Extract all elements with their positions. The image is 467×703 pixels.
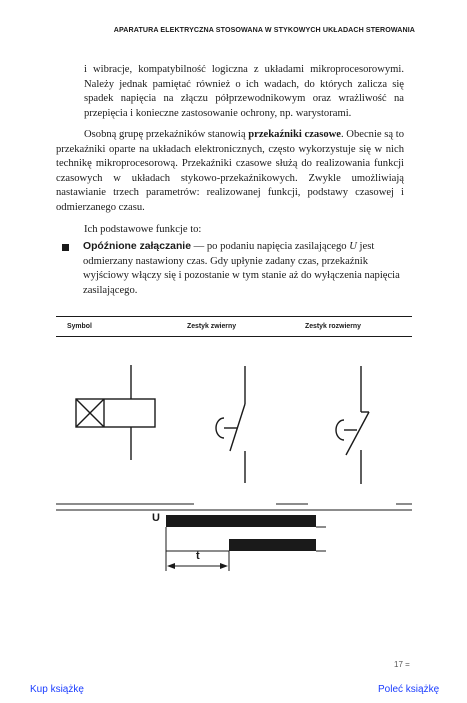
timer-relay-coil-symbol (76, 365, 155, 460)
buy-book-link[interactable]: Kup książkę (30, 684, 84, 695)
table-header-no-contact: Zestyk zwierny (187, 323, 237, 330)
bullet-text-part2: jest odmierzany nastawiony czas. Gdy upłynie zadany czas, przekaźnik wyjściowy włączy się i pozostanie w tym stanie aż do wyłączenia napięcia zasilającego. (83, 241, 400, 296)
bullet-text (83, 240, 406, 298)
recommend-book-link[interactable]: Poleć książkę (378, 684, 440, 695)
table-row-rules (56, 504, 412, 510)
page-number-value: 17 (394, 660, 403, 669)
timing-diagram (166, 515, 326, 571)
paragraph-1: i wibracje, kompatybilność logiczna z układami mikroprocesorowymi. Należy jednak pamiętać również o ich wadach, do których zalicza się spadek napięcia na złączu półprzewodnikowym oraz wrażliwość na przepięcia i konieczne zastosowanie ochrony, np. warystorami. (84, 64, 404, 119)
bullet-heading: Opóźnione załączanie (83, 241, 191, 252)
paragraph-timers-rest: . Obecnie są to przekaźniki oparte na układach elektronicznych, często wykorzystuje się w nich technikę mikroprocesorową. Przekaźniki czasowe służą do realizowania funkcji czasowych w układach stykowo-przekaźnikowych. Zwykle umożliwiają nastawianie trzech parametrów: realizowanej funkcji, podstawy czasowej i odmierzanego czasu. (56, 129, 405, 213)
delay-time-label: t (196, 550, 200, 562)
delayed-no-contact-symbol (216, 366, 245, 483)
page-number: 17 = (394, 660, 410, 669)
table-top-rule (56, 316, 412, 317)
supply-voltage-label: U (152, 512, 160, 524)
bullet-text-part1: — po podaniu napięcia zasilającego (190, 241, 350, 252)
delayed-nc-contact-symbol (336, 366, 369, 484)
table-header-nc-contact: Zestyk rozwierny (305, 323, 361, 330)
supply-voltage-bar (166, 515, 316, 527)
table-header-rule (56, 336, 412, 337)
running-header: APARATURA ELEKTRYCZNA STOSOWANA W STYKOWYCH UKŁADACH STEROWANIA (113, 26, 415, 34)
voltage-symbol: U (349, 241, 357, 252)
paragraph-functions-intro: Ich podstawowe funkcje to: (84, 224, 202, 235)
paragraph-timers (56, 128, 404, 215)
table-header-symbol: Symbol (67, 323, 92, 330)
timers-term: przekaźniki czasowe (248, 129, 341, 140)
paragraph-timers-start: Osobną grupę przekaźników stanowią (84, 129, 249, 140)
square-bullet-icon (62, 244, 69, 251)
bullet-delayed-on (62, 240, 406, 298)
output-contact-bar (229, 539, 316, 551)
